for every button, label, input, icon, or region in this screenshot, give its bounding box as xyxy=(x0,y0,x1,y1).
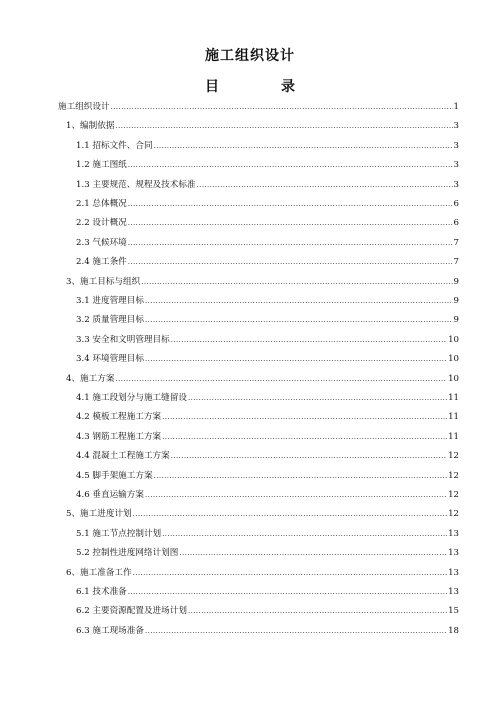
toc-page-number: 6 xyxy=(453,218,459,229)
toc-entry[interactable] xyxy=(76,256,459,268)
toc-entry-label: 4.3 钢筋工程施工方案 xyxy=(76,431,162,442)
toc-entry[interactable] xyxy=(76,237,459,249)
toc-entry[interactable] xyxy=(76,605,459,617)
toc-dot-leader xyxy=(171,334,447,346)
toc-dot-leader xyxy=(128,217,453,229)
toc-entry[interactable] xyxy=(76,217,459,229)
toc-page-number: 9 xyxy=(453,276,459,287)
toc-page-number: 12 xyxy=(448,509,459,520)
toc-entry-label: 5.1 施工节点控制计划 xyxy=(76,528,162,539)
toc-entry[interactable] xyxy=(66,508,459,520)
toc-dot-leader xyxy=(171,450,447,462)
toc-entry-label: 1、编制依据 xyxy=(66,121,115,132)
toc-dot-leader xyxy=(115,120,452,132)
toc-entry[interactable] xyxy=(66,276,459,288)
toc-page-number: 7 xyxy=(453,237,459,248)
toc-dot-leader xyxy=(133,567,447,579)
toc-page-number: 11 xyxy=(448,431,459,442)
toc-entry-label: 3、施工目标与组织 xyxy=(66,276,141,287)
toc-entry-label: 3.3 安全和文明管理目标 xyxy=(76,334,170,345)
toc-page-number: 6 xyxy=(453,199,459,209)
toc-entry-label: 施工组织设计 xyxy=(58,102,110,112)
toc-dot-leader xyxy=(145,489,447,501)
toc-dot-leader xyxy=(188,605,447,617)
toc-entry[interactable] xyxy=(76,586,459,598)
toc-entry[interactable] xyxy=(66,120,459,132)
toc-entry[interactable] xyxy=(76,314,459,326)
toc-dot-leader xyxy=(162,411,447,423)
toc-entry[interactable] xyxy=(76,353,459,365)
toc-entry-label: 5、施工进度计划 xyxy=(66,509,132,520)
toc-dot-leader xyxy=(162,528,447,540)
toc-entry-label: 6、施工准备工作 xyxy=(66,567,132,578)
toc-entry-label: 6.1 技术准备 xyxy=(76,587,127,597)
toc-page-number: 3 xyxy=(453,140,459,151)
toc-page-number: 10 xyxy=(448,373,459,384)
toc-page-number: 15 xyxy=(448,606,459,617)
toc-page-number: 13 xyxy=(448,528,459,539)
toc-entry-label: 2.4 施工条件 xyxy=(76,257,127,268)
toc-page-number: 3 xyxy=(453,121,459,132)
toc-page-number: 1 xyxy=(453,102,459,112)
toc-entry[interactable] xyxy=(76,489,459,501)
toc-entry[interactable] xyxy=(76,198,459,210)
toc-heading: 目 录 xyxy=(205,79,319,95)
toc-entry[interactable] xyxy=(76,547,459,559)
toc-dot-leader xyxy=(179,547,447,559)
toc-entry-label: 1.3 主要规范、规程及技术标准 xyxy=(76,179,196,190)
toc-page-number: 11 xyxy=(448,412,459,423)
toc-entry-label: 4.4 混凝土工程施工方案 xyxy=(76,451,170,462)
toc-entry[interactable] xyxy=(76,179,459,191)
toc-entry-label: 3.4 环境管理目标 xyxy=(76,354,144,365)
toc-entry-label: 5.2 控制性进度网络计划图 xyxy=(76,548,179,559)
toc-entry[interactable] xyxy=(76,411,459,423)
toc-entry-label: 4.1 施工段划分与施工缝留设 xyxy=(76,393,187,403)
toc-dot-leader xyxy=(128,159,453,171)
toc-entry-label: 6.2 主要资源配置及进场计划 xyxy=(76,606,187,617)
toc-entry[interactable] xyxy=(66,373,459,385)
toc-page-number: 13 xyxy=(448,567,459,578)
toc-dot-leader xyxy=(145,353,447,365)
toc-page-number: 12 xyxy=(448,470,459,481)
toc-page-number: 11 xyxy=(448,393,459,403)
toc-page-number: 12 xyxy=(448,451,459,462)
toc-page-number: 13 xyxy=(448,548,459,559)
toc-entry-label: 1.1 招标文件、合同 xyxy=(76,140,153,151)
toc-page-number: 3 xyxy=(453,179,459,190)
toc-entry[interactable] xyxy=(76,140,459,152)
toc-dot-leader xyxy=(154,470,448,482)
toc-entry-label: 3.1 进度管理目标 xyxy=(76,296,144,306)
toc-entry-label: 4.2 模板工程施工方案 xyxy=(76,412,162,423)
toc-entry-label: 2.1 总体概况 xyxy=(76,199,127,209)
toc-dot-leader xyxy=(145,295,453,307)
toc-entry-label: 4.5 脚手架施工方案 xyxy=(76,470,153,481)
toc-entry[interactable] xyxy=(76,295,459,307)
toc-dot-leader xyxy=(128,586,447,598)
toc-entry[interactable] xyxy=(58,101,459,113)
toc-dot-leader xyxy=(115,373,447,385)
toc-dot-leader xyxy=(111,101,453,113)
toc-page-number: 12 xyxy=(448,490,459,500)
toc-page-number: 3 xyxy=(453,160,459,171)
toc-dot-leader xyxy=(145,625,447,637)
toc-entry[interactable] xyxy=(66,567,459,579)
toc-entry[interactable] xyxy=(76,431,459,443)
toc-entry-label: 6.3 施工现场准备 xyxy=(76,625,144,636)
toc-entry[interactable] xyxy=(76,450,459,462)
toc-dot-leader xyxy=(162,431,447,443)
toc-page-number: 9 xyxy=(453,296,459,306)
toc-dot-leader xyxy=(133,508,447,520)
toc-dot-leader xyxy=(128,256,453,268)
toc-entry-label: 1.2 施工图纸 xyxy=(76,160,127,171)
toc-entry-label: 2.2 设计概况 xyxy=(76,218,127,229)
toc-entry-label: 4、施工方案 xyxy=(66,373,115,384)
toc-entry[interactable] xyxy=(76,334,459,346)
toc-dot-leader xyxy=(197,179,453,191)
toc-dot-leader xyxy=(145,314,453,326)
toc-page-number: 9 xyxy=(453,315,459,326)
toc-entry[interactable] xyxy=(76,528,459,540)
toc-page-number: 18 xyxy=(448,625,459,636)
document-title: 施工组织设计 xyxy=(205,48,295,64)
toc-entry[interactable] xyxy=(76,625,459,637)
toc-page-number: 10 xyxy=(448,334,459,345)
toc-dot-leader xyxy=(141,276,452,288)
toc-dot-leader xyxy=(128,237,453,249)
toc-page-number: 7 xyxy=(453,257,459,268)
toc-dot-leader xyxy=(154,140,453,152)
toc-dot-leader xyxy=(188,392,447,404)
toc-page-number: 13 xyxy=(448,587,459,597)
toc-entry-label: 2.3 气候环境 xyxy=(76,237,127,248)
toc-page-number: 10 xyxy=(448,354,459,365)
toc-entry-label: 4.6 垂直运输方案 xyxy=(76,490,144,500)
toc-entry[interactable] xyxy=(76,470,459,482)
toc-dot-leader xyxy=(128,198,453,210)
toc-entry[interactable] xyxy=(76,392,459,404)
toc-entry[interactable] xyxy=(76,159,459,171)
toc-entry-label: 3.2 质量管理目标 xyxy=(76,315,144,326)
